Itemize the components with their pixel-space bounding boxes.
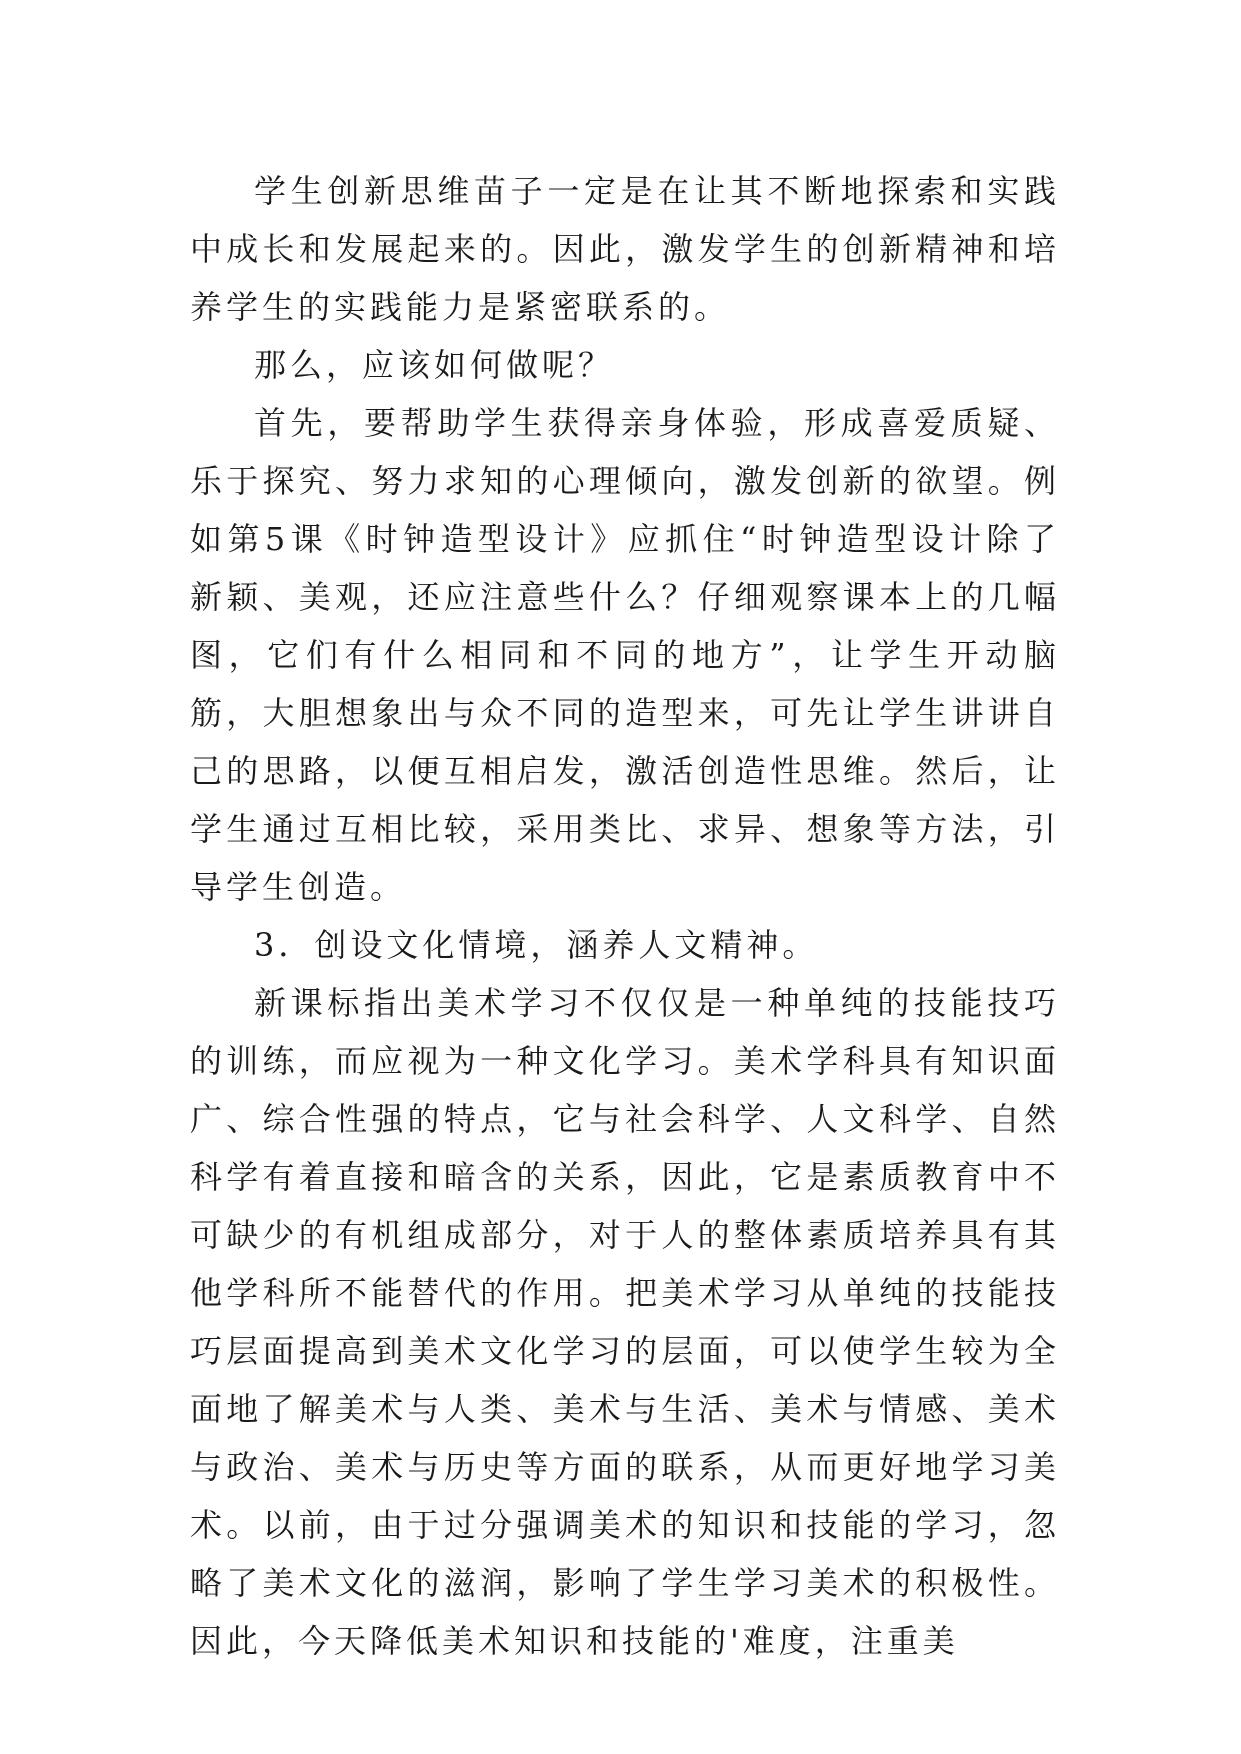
paragraph-2: 那么，应该如何做呢？ [254,346,615,384]
paragraph-3: 首先，要帮助学生获得亲身体验，形成喜爱质疑、乐于探究、努力求知的心理倾向，激发创新的欲望。例如第5课《时钟造型设计》应抓住“时钟造型设计除了新颖、美观，还应注意些什么？仔细观察课本上的几幅图，它们有什么相同和不同的地方”，让学生开动脑筋，大胆想象出与众不同的造型来，可先让学生讲讲自己的思路，以便互相启发，激活创造性思维。然后，让学生通过互相比较，采用类比、求异、想象等方法，引导学生创造。 [190,404,1060,906]
paragraph-1: 学生创新思维苗子一定是在让其不断地探索和实践中成长和发展起来的。因此，激发学生的创新精神和培养学生的实践能力是紧密联系的。 [190,172,1060,326]
paragraph-5: 新课标指出美术学习不仅仅是一种单纯的技能技巧的训练，而应视为一种文化学习。美术学科具有知识面广、综合性强的特点，它与社会科学、人文科学、自然科学有着直接和暗含的关系，因此，它是素质教育中不可缺少的有机组成部分，对于人的整体素质培养具有其他学科所不能替代的作用。把美术学习从单纯的技能技巧层面提高到美术文化学习的层面，可以使学生较为全面地了解美术与人类、美术与生活、美术与情感、美术与政治、美术与历史等方面的联系，从而更好地学习美术。以前，由于过分强调美术的知识和技能的学习，忽略了美术文化的滋润，影响了学生学习美术的积极性。因此，今天降低美术知识和技能的'难度，注重美 [190,984,1060,1660]
paragraph-4-heading: 3．创设文化情境，涵养人文精神。 [254,926,819,964]
body-text [190,162,1060,1670]
